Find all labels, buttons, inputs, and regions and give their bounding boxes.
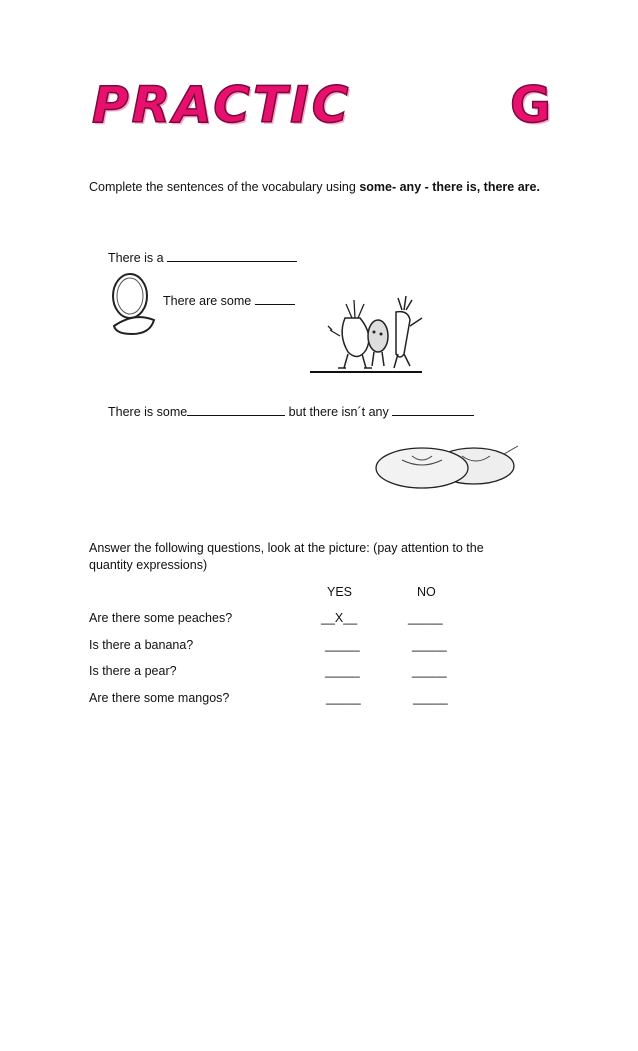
avocado-illustration	[104, 268, 162, 340]
sentence-3	[108, 404, 474, 419]
instructions	[89, 180, 540, 194]
header-yes: YES	[327, 585, 353, 599]
answer-2-yes[interactable]: _____	[325, 638, 360, 652]
blank-3a[interactable]	[187, 404, 285, 416]
blank-3b[interactable]	[392, 404, 474, 416]
question-3: Is there a pear?	[89, 664, 177, 678]
blank-1[interactable]	[167, 250, 297, 262]
question-1: Are there some peaches?	[89, 611, 233, 625]
answers-intro-line1: Answer the following questions, look at the picture: (pay attention to the	[89, 541, 484, 555]
answer-1-no[interactable]: _____	[408, 611, 443, 625]
answer-1-yes[interactable]: __X__	[321, 611, 358, 625]
sentence-1	[108, 250, 297, 265]
answers-intro-line2: quantity expressions)	[89, 558, 208, 572]
sentence-2-text: There are some	[163, 294, 255, 308]
title-g: G	[510, 76, 552, 134]
tomato-illustration	[372, 440, 522, 492]
blank-2[interactable]	[255, 293, 295, 305]
answer-3-no[interactable]: _____	[412, 664, 447, 678]
sentence-2	[163, 293, 295, 308]
sentence-3-text-a: There is some	[108, 405, 188, 419]
sentence-3-text-b: but there isn´t any	[285, 405, 393, 419]
question-4: Are there some mangos?	[89, 691, 230, 705]
sentence-1-text: There is a	[108, 251, 168, 265]
answer-4-no[interactable]: _____	[413, 691, 448, 705]
answer-4-yes[interactable]: _____	[326, 691, 361, 705]
answer-2-no[interactable]: _____	[412, 638, 447, 652]
instructions-text: Complete the sentences of the vocabulary using	[89, 180, 360, 194]
question-2: Is there a banana?	[89, 638, 194, 652]
instructions-bold: some- any - there is, there are.	[359, 180, 540, 194]
vegetables-cartoon-illustration	[310, 290, 425, 376]
title-practic: PRACTIC	[92, 76, 352, 134]
header-no: NO	[417, 585, 436, 599]
answer-3-yes[interactable]: _____	[325, 664, 360, 678]
